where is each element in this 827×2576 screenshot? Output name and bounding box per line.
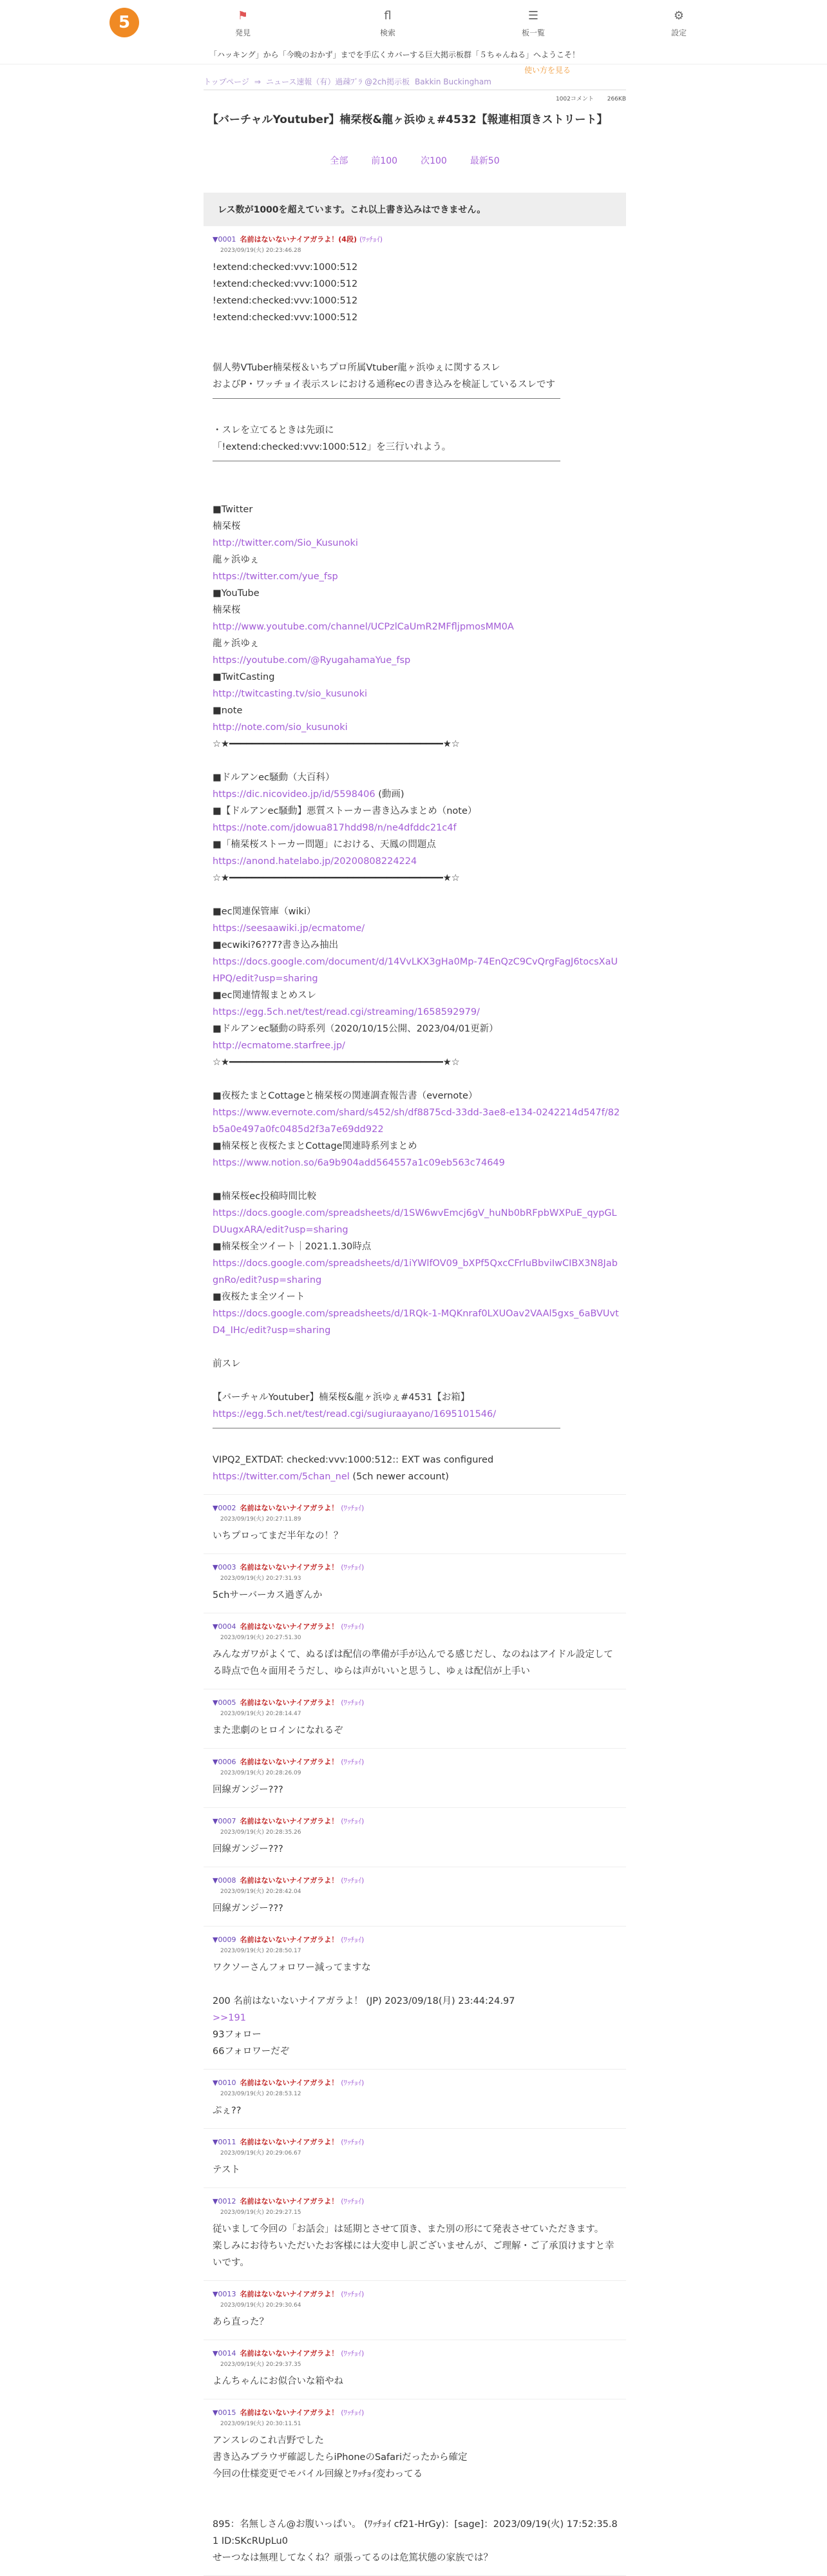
post-line: ■ドルアンec騒動の時系列（2020/10/15公開、2023/04/01更新）: [213, 1024, 499, 1034]
post-body: [213, 1959, 621, 2060]
post-number[interactable]: ▼0002: [213, 1504, 236, 1512]
post-line: ■楠栞桜ec投稿時間比較: [213, 1191, 317, 1202]
post-date: 2023/09/19(火) 20:28:35.26: [220, 1829, 301, 1836]
poster-name: 名前はないないナイアガラよ！: [240, 1622, 339, 1631]
post-number[interactable]: ▼0004: [213, 1622, 236, 1631]
post-date: 2023/09/19(火) 20:29:27.15: [220, 2209, 301, 2216]
link-line: [213, 1468, 621, 1485]
comment-count: 1002コメント: [555, 96, 594, 102]
post-line: ■YouTube: [213, 588, 260, 599]
post-line: ■楠栞桜と夜桜たまとCottage関連時系列まとめ: [213, 1141, 417, 1151]
link-line: [213, 1037, 621, 1054]
post-line: [213, 1976, 621, 1993]
post-line: 書き込みブラウザ確認したらiPhoneのSafariだったから確定: [213, 2452, 468, 2463]
flame-icon: ⚑: [237, 9, 249, 23]
post-date: 2023/09/19(火) 20:28:50.17: [220, 1948, 301, 1954]
post-link[interactable]: https://docs.google.com/spreadsheets/d/1RQk-1-MQKnraf0LXUOav2VAAl5gxs_6aBVUvtD4_IHc/edit?usp=sharing: [213, 1309, 619, 1336]
post-line: [213, 485, 621, 501]
post-line: ■【ドルアンec騒動】悪質ストーカー書き込みまとめ（note）: [213, 806, 477, 816]
post-number[interactable]: ▼0008: [213, 1876, 236, 1885]
link-line: [213, 954, 621, 987]
help-link[interactable]: 使い方を見る: [524, 66, 571, 75]
nav-label: 発見: [234, 28, 251, 37]
post-line: また悲劇のヒロインになれるぞ: [213, 1725, 343, 1736]
post-body: [213, 2162, 621, 2178]
link-line: [213, 619, 621, 635]
post-body: [213, 1528, 621, 1544]
poster-id[interactable]: (ﾜｯﾁｮｲ): [341, 2349, 365, 2358]
poster-name: 名前はないないナイアガラよ！: [240, 2349, 339, 2358]
post-line: ■夜桜たまとCottageと楠栞桜の関連調査報告書（evernote）: [213, 1091, 478, 1101]
poster-id[interactable]: (ﾜｯﾁｮｲ): [341, 1504, 365, 1512]
post-body: [213, 1841, 621, 1858]
link-line: [213, 1155, 621, 1171]
link-suffix: (動画): [375, 789, 404, 800]
post-line: ■ec関連保管庫（wiki）: [213, 907, 316, 917]
post-line: [213, 2483, 621, 2499]
nav-link-前100[interactable]: 前100: [371, 156, 398, 166]
post-line: 回線ガンジー???: [213, 1844, 283, 1854]
poster-id[interactable]: (ﾜｯﾁｮｲ): [341, 1622, 365, 1631]
poster-id[interactable]: (ﾜｯﾁｮｲ): [341, 2138, 365, 2146]
post-line: [213, 1339, 621, 1356]
post-line: VIPQ2_EXTDAT: checked:vvv:1000:512:: EXT was configured: [213, 1455, 494, 1465]
poster-id[interactable]: (ﾜｯﾁｮｲ): [341, 2079, 365, 2087]
post-number[interactable]: ▼0001: [213, 235, 236, 244]
post-link[interactable]: https://egg.5ch.net/test/read.cgi/streaming/1658592979/: [213, 1007, 480, 1017]
post-body: [213, 2314, 621, 2331]
link-line: [213, 853, 621, 870]
page-nav: [204, 154, 626, 167]
nav-label: 検索: [379, 28, 395, 37]
breadcrumb-item[interactable]: Bakkin Buckingham: [415, 77, 491, 86]
post-body: [213, 1722, 621, 1739]
post: [204, 226, 626, 1495]
post: [204, 2070, 626, 2129]
poster-name: 名前はないないナイアガラよ！: [240, 2138, 339, 2146]
nav-label: 板一覧: [521, 28, 545, 37]
post-line: ■ドルアンec騒動（大百科）: [213, 773, 335, 783]
post-link[interactable]: https://docs.google.com/document/d/14VvLKX3gHa0Mp-74EnQzC9CvQrgFagJ6tocsXaUHPQ/edit?usp=sharing: [213, 957, 618, 984]
post-line: [213, 1372, 621, 1389]
post-number[interactable]: ▼0010: [213, 2079, 236, 2087]
poster-name: 名前はないないナイアガラよ！: [240, 1817, 339, 1825]
post-line: ぷぇ??: [213, 2106, 242, 2116]
post: [204, 1867, 626, 1927]
post-date: 2023/09/19(火) 20:27:11.89: [220, 1516, 301, 1523]
post-link[interactable]: http://ecmatome.starfree.jp/: [213, 1041, 345, 1051]
link-line: [213, 820, 621, 836]
post-link[interactable]: https://www.notion.so/6a9b904add564557a1c09eb563c74649: [213, 1158, 505, 1168]
post-list: [204, 226, 626, 2576]
post-header: [213, 1875, 621, 1885]
post-line: [213, 1071, 621, 1088]
post-line: 5chサーバーカス過ぎんか: [213, 1590, 323, 1600]
poster-id[interactable]: (ﾜｯﾁｮｲ): [341, 1817, 365, 1825]
poster-name: 名前はないないナイアガラよ！: [240, 1936, 339, 1944]
post-line: せーつなは無理してなくね？頑張ってるのは危篤状態の家族では？: [213, 2553, 493, 2563]
nav-settings[interactable]: [653, 9, 705, 38]
link-line: [213, 719, 621, 736]
board-list-icon: ☰: [528, 9, 539, 23]
post-link[interactable]: https://note.com/jdowua817hdd98/n/ne4dfddc21c4f: [213, 823, 457, 833]
post: [204, 1613, 626, 1689]
post-header: [213, 2196, 621, 2206]
post: [204, 2399, 626, 2576]
post-link[interactable]: https://egg.5ch.net/test/read.cgi/sugiuraayano/1695101546/: [213, 1409, 497, 1419]
link-line: [213, 568, 621, 585]
post-line: [213, 1435, 621, 1452]
post-number[interactable]: ▼0012: [213, 2197, 236, 2206]
link-line: [213, 535, 621, 552]
post-line: 93フォロー: [213, 2030, 261, 2040]
post-link[interactable]: >>191: [213, 2013, 246, 2023]
post-body: [213, 1782, 621, 1798]
link-line: [213, 652, 621, 669]
post: [204, 1749, 626, 1808]
nav-board-list[interactable]: [508, 9, 559, 38]
post-date: 2023/09/19(火) 20:28:53.12: [220, 2091, 301, 2097]
post-line: ☆★━━━━━━━━━━━━━━━━━━━━━━━━━━━━━━━━━━━━━━★☆: [213, 1057, 460, 1068]
post-header: [213, 234, 621, 244]
post-line: !extend:checked:vvv:1000:512: [213, 262, 358, 273]
post-line: みんなガワがよくて、ぬるぽは配信の準備が手が込んでる感じだし、なのねはアイドル設定してる時点で色々面用そうだし、ゆらは声がいいと思うし、ゆぇは配信が上手い: [213, 1649, 613, 1677]
post: [204, 1554, 626, 1613]
post-line: よんちゃんにお似合いな箱やね: [213, 2376, 343, 2387]
post-link[interactable]: https://youtube.com/@RyugahamaYue_fsp: [213, 655, 411, 666]
post: [204, 1808, 626, 1867]
link-line: [213, 1255, 621, 1289]
post-line: ■TwitCasting: [213, 672, 275, 682]
post-line: !extend:checked:vvv:1000:512: [213, 296, 358, 306]
post-date: 2023/09/19(火) 20:27:51.30: [220, 1635, 301, 1641]
search-icon: fl: [384, 9, 392, 23]
link-line: [213, 786, 621, 803]
post-date: 2023/09/19(火) 20:27:31.93: [220, 1575, 301, 1582]
post-body: [213, 2221, 621, 2271]
breadcrumb: [204, 76, 626, 90]
poster-id[interactable]: (ﾜｯﾁｮｲ): [341, 2408, 365, 2417]
post-header: [213, 2289, 621, 2299]
post-header: [213, 2077, 621, 2088]
poster-name: 名前はないないナイアガラよ！: [240, 1698, 339, 1707]
thread-title: 【バーチャルYoutuber】楠栞桜&龍ヶ浜ゆぇ#4532【報連相頂きストリート】: [207, 113, 608, 126]
poster-id[interactable]: (ﾜｯﾁｮｲ): [341, 1876, 365, 1885]
post-date: 2023/09/19(火) 20:30:11.51: [220, 2421, 301, 2427]
breadcrumb-item[interactable]: ニュース速報（有）過疎ﾌﾞﾗ @2ch掲示板: [265, 77, 410, 86]
post-line: およびP・ワッチョイ表示スレにおける通称ecの書き込みを検証しているスレです: [213, 380, 555, 390]
post-number[interactable]: ▼0011: [213, 2138, 236, 2146]
post-header: [213, 1756, 621, 1767]
post-line: [213, 468, 621, 485]
poster-id[interactable]: (ﾜｯﾁｮｲ): [341, 2290, 365, 2298]
nav-search[interactable]: [362, 9, 414, 38]
poster-id[interactable]: (ﾜｯﾁｮｲ): [341, 1936, 365, 1944]
post-line: [213, 2499, 621, 2516]
post-body: [213, 1900, 621, 1917]
post-line: 回線ガンジー???: [213, 1903, 283, 1914]
thread-size: 266KB: [607, 96, 626, 102]
breadcrumb-item[interactable]: トップページ: [204, 77, 249, 86]
post-date: 2023/09/19(火) 20:28:26.09: [220, 1770, 301, 1776]
marquee-banner: 「ハッキング」から「今晩のおかず」までを手広くカバーする巨大掲示板群「５ちゃんねる」へようこそ！: [209, 50, 580, 59]
post: [204, 1495, 626, 1554]
post-link[interactable]: http://twitcasting.tv/sio_kusunoki: [213, 689, 368, 699]
thread-stats: [204, 94, 626, 102]
post: [204, 1927, 626, 2070]
post-line: ワクソーさんフォロワー減ってますな: [213, 1963, 371, 1973]
post-number[interactable]: ▼0013: [213, 2290, 236, 2298]
poster-name: 名前はないないナイアガラよ！: [240, 1504, 339, 1512]
post-line: ☆★━━━━━━━━━━━━━━━━━━━━━━━━━━━━━━━━━━━━━━★☆: [213, 739, 460, 749]
post-line: 【バーチャルYoutuber】楠栞桜&龍ヶ浜ゆぇ#4531【お箱】: [213, 1392, 470, 1403]
settings-icon: ⚙: [673, 9, 685, 23]
post-line: !extend:checked:vvv:1000:512: [213, 312, 358, 323]
post-link[interactable]: https://www.evernote.com/shard/s452/sh/df8875cd-33dd-3ae8-e134-0242214d547f/82b5a0e497a0fc0485d2f3a7e69dd922: [213, 1108, 620, 1135]
poster-id[interactable]: (ﾜｯﾁｮｲ): [359, 235, 383, 244]
app-header: [0, 0, 827, 64]
post-body: [213, 1587, 621, 1604]
poster-name: 名前はないないナイアガラよ！: [240, 2290, 339, 2298]
post-number[interactable]: ▼0009: [213, 1936, 236, 1944]
post-line: いちプロってまだ半年なの！？: [213, 1531, 343, 1541]
post-header: [213, 1934, 621, 1945]
post-header: [213, 1816, 621, 1826]
breadcrumb-arrow-icon: ⇒: [254, 77, 261, 86]
post-line: 「!extend:checked:vvv:1000:512」を三行いれよう。: [213, 442, 452, 452]
link-line: [213, 2010, 621, 2026]
post-date: 2023/09/19(火) 20:29:06.67: [220, 2150, 301, 2157]
post: [204, 2281, 626, 2340]
post-link[interactable]: http://note.com/sio_kusunoki: [213, 722, 348, 733]
post-date: 2023/09/19(火) 20:28:14.47: [220, 1711, 301, 1717]
post-number[interactable]: ▼0003: [213, 1563, 236, 1572]
link-line: [213, 1004, 621, 1021]
post-link[interactable]: http://www.youtube.com/channel/UCPzlCaUmR2MFfljpmosMM0A: [213, 622, 514, 632]
post-line: 楠栞桜: [213, 605, 241, 615]
poster-name: 名前はないないナイアガラよ！: [240, 1758, 339, 1766]
poster-name: 名前はないないナイアガラよ！(4段): [240, 235, 357, 244]
link-line: [213, 686, 621, 702]
post-line: ■夜桜たま全ツイート: [213, 1292, 305, 1302]
link-line: [213, 1406, 621, 1423]
post-line: テスト: [213, 2165, 240, 2175]
post-line: 今回の仕様変更でモバイル回線とﾜｯﾁｮｲ変わってる: [213, 2469, 423, 2479]
post-line: ☆★━━━━━━━━━━━━━━━━━━━━━━━━━━━━━━━━━━━━━━★☆: [213, 873, 460, 883]
link-line: [213, 1104, 621, 1138]
poster-id[interactable]: (ﾜｯﾁｮｲ): [341, 1758, 365, 1766]
post-link[interactable]: http://twitter.com/Sio_Kusunoki: [213, 538, 358, 548]
post-line: [213, 753, 621, 769]
post: [204, 2188, 626, 2281]
post-line: [213, 343, 621, 360]
post-number[interactable]: ▼0015: [213, 2408, 236, 2417]
post-line: アンスレのこれ吉野でした: [213, 2436, 324, 2446]
post-line: [213, 405, 621, 422]
link-line: [213, 1305, 621, 1339]
post-line: あら直った？: [213, 2317, 269, 2327]
nav-link-最新50[interactable]: 最新50: [470, 156, 500, 166]
link-line: [213, 920, 621, 937]
post-number[interactable]: ▼0006: [213, 1758, 236, 1766]
post-line: ■ecwiki?6??7?書き込み抽出: [213, 940, 339, 950]
post-number[interactable]: ▼0005: [213, 1698, 236, 1707]
poster-name: 名前はないないナイアガラよ！: [240, 2079, 339, 2087]
post-link[interactable]: https://seesaawiki.jp/ecmatome/: [213, 923, 365, 934]
post-line: 楽しみにお待ちいただいたお客様には大変申し訳ございませんが、ご理解・ご了承頂けますと幸いです。: [213, 2241, 614, 2268]
nav-flame[interactable]: [217, 9, 269, 38]
post-line: 従いまして今回の「お話会」は延期とさせて頂き、また別の形にて発表させていただきます。: [213, 2224, 604, 2235]
post-link[interactable]: https://twitter.com/yue_fsp: [213, 572, 338, 582]
post-date: 2023/09/19(火) 20:29:30.64: [220, 2302, 301, 2309]
post: [204, 2129, 626, 2188]
post-date: 2023/09/19(火) 20:23:46.28: [220, 247, 301, 254]
post-number[interactable]: ▼0007: [213, 1817, 236, 1825]
post-line: 龍ヶ浜ゆぇ: [213, 555, 260, 565]
post-line: ■「楠栞桜ストーカー問題」における、天鳳の問題点: [213, 840, 436, 850]
post-line: 龍ヶ浜ゆぇ: [213, 639, 260, 649]
poster-name: 名前はないないナイアガラよ！: [240, 2408, 339, 2417]
link-suffix: (5ch newer account): [349, 1472, 449, 1482]
post-header: [213, 2137, 621, 2147]
divider: [213, 398, 560, 399]
post-line: [213, 887, 621, 903]
post-link[interactable]: https://anond.hatelabo.jp/20200808224224: [213, 856, 417, 867]
poster-name: 名前はないないナイアガラよ！: [240, 1563, 339, 1572]
poster-name: 名前はないないナイアガラよ！: [240, 1876, 339, 1885]
post-link[interactable]: https://twitter.com/5chan_nel: [213, 1472, 350, 1482]
post-header: [213, 1562, 621, 1572]
nav-link-次100[interactable]: 次100: [421, 156, 447, 166]
post-line: 楠栞桜: [213, 521, 241, 532]
logo[interactable]: 5: [109, 8, 139, 37]
post-line: 個人勢VTuber楠栞桜＆いちプロ所属Vtuber龍ヶ浜ゆぇに関するスレ: [213, 363, 500, 373]
post-header: [213, 2407, 621, 2417]
post-line: ■ec関連情報まとめスレ: [213, 990, 317, 1001]
post-date: 2023/09/19(火) 20:29:37.35: [220, 2361, 301, 2368]
post: [204, 1689, 626, 1749]
post-line: 66フォロワーだぞ: [213, 2046, 290, 2057]
post-number[interactable]: ▼0014: [213, 2349, 236, 2358]
thread-main: [204, 64, 626, 2576]
post-body: [213, 2432, 621, 2566]
post-link[interactable]: https://docs.google.com/spreadsheets/d/1iYWlfOV09_bXPf5QxcCFrIuBbviIwCIBX3N8JabgnRo/edit?usp=sharing: [213, 1258, 618, 1285]
post-body: [213, 2102, 621, 2119]
post-line: 回線ガンジー???: [213, 1785, 283, 1795]
post-body: [213, 259, 621, 1485]
post-line: 200 名前はないないナイアガラよ！ (JP) 2023/09/18(月) 23:44:24.97: [213, 1996, 515, 2006]
post-header: [213, 2348, 621, 2358]
poster-id[interactable]: (ﾜｯﾁｮｲ): [341, 2197, 365, 2206]
nav-link-全部[interactable]: 全部: [330, 156, 348, 166]
post-body: [213, 2373, 621, 2390]
post-header: [213, 1621, 621, 1631]
post-line: ■note: [213, 706, 243, 716]
nav-label: 設定: [670, 28, 687, 37]
post-line: [213, 326, 621, 343]
post-header: [213, 1697, 621, 1707]
post-date: 2023/09/19(火) 20:28:42.04: [220, 1889, 301, 1895]
link-line: [213, 1205, 621, 1238]
post-line: ・スレを立てるときは先頭に: [213, 425, 334, 436]
post-header: [213, 1503, 621, 1513]
poster-id[interactable]: (ﾜｯﾁｮｲ): [341, 1563, 365, 1572]
post-line: 895：名無しさん@お腹いっぱい。 (ﾜｯﾁｮｲ cf21-HrGy)：[sage]：2023/09/19(火) 17:52:35.81 ID:SKcRUpLu0: [213, 2519, 618, 2546]
post-line: ■楠栞桜全ツイート｜2021.1.30時点: [213, 1242, 372, 1252]
post-link[interactable]: https://dic.nicovideo.jp/id/5598406: [213, 789, 375, 800]
post: [204, 2340, 626, 2399]
post-line: ■Twitter: [213, 505, 253, 515]
post-link[interactable]: https://docs.google.com/spreadsheets/d/1SW6wvEmcj6gV_huNb0bRFpbWXPuE_qypGLDUugxARA/edit?usp=sharing: [213, 1208, 617, 1235]
poster-id[interactable]: (ﾜｯﾁｮｲ): [341, 1698, 365, 1707]
post-line: 前スレ: [213, 1359, 241, 1369]
poster-name: 名前はないないナイアガラよ！: [240, 2197, 339, 2206]
post-line: [213, 1171, 621, 1188]
post-line: !extend:checked:vvv:1000:512: [213, 279, 358, 289]
post-body: [213, 1646, 621, 1680]
write-closed-notice: レス数が1000を超えています。これ以上書き込みはできません。: [204, 193, 626, 226]
